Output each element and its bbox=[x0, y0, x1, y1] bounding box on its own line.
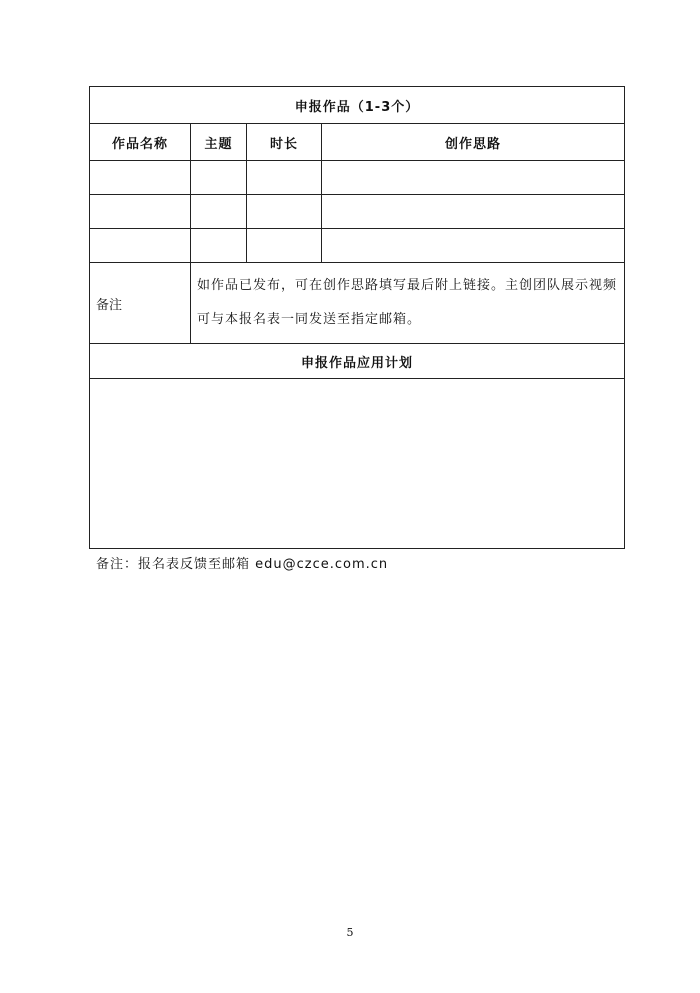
remark-text: 如作品已发布，可在创作思路填写最后附上链接。主创团队展示视频可与本报名表一同发送至指定邮箱。 bbox=[191, 263, 625, 344]
section-header-row bbox=[90, 87, 625, 124]
cell-theme[interactable] bbox=[191, 161, 247, 195]
cell-theme[interactable] bbox=[191, 195, 247, 229]
section-title-application-plan: 申报作品应用计划 bbox=[90, 344, 625, 379]
header-duration: 时长 bbox=[247, 124, 322, 161]
footnote: 备注：报名表反馈至邮箱 edu@czce.com.cn bbox=[96, 557, 389, 572]
registration-form-table bbox=[89, 86, 625, 549]
table-row bbox=[90, 229, 625, 263]
column-header-row bbox=[90, 124, 625, 161]
application-plan-field[interactable] bbox=[90, 379, 625, 549]
cell-duration[interactable] bbox=[247, 161, 322, 195]
cell-work-name[interactable] bbox=[90, 161, 191, 195]
remark-row bbox=[90, 263, 625, 344]
header-work-name: 作品名称 bbox=[90, 124, 191, 161]
cell-creative-idea[interactable] bbox=[322, 229, 625, 263]
cell-work-name[interactable] bbox=[90, 229, 191, 263]
cell-duration[interactable] bbox=[247, 229, 322, 263]
page-number: 5 bbox=[346, 926, 354, 939]
cell-theme[interactable] bbox=[191, 229, 247, 263]
cell-creative-idea[interactable] bbox=[322, 161, 625, 195]
table-row bbox=[90, 195, 625, 229]
cell-creative-idea[interactable] bbox=[322, 195, 625, 229]
plan-header-row bbox=[90, 344, 625, 379]
table-row bbox=[90, 161, 625, 195]
cell-duration[interactable] bbox=[247, 195, 322, 229]
section-title-works: 申报作品（1-3个） bbox=[90, 87, 625, 124]
cell-work-name[interactable] bbox=[90, 195, 191, 229]
header-theme: 主题 bbox=[191, 124, 247, 161]
header-creative-idea: 创作思路 bbox=[322, 124, 625, 161]
remark-label: 备注 bbox=[90, 263, 191, 344]
plan-content-row bbox=[90, 379, 625, 549]
